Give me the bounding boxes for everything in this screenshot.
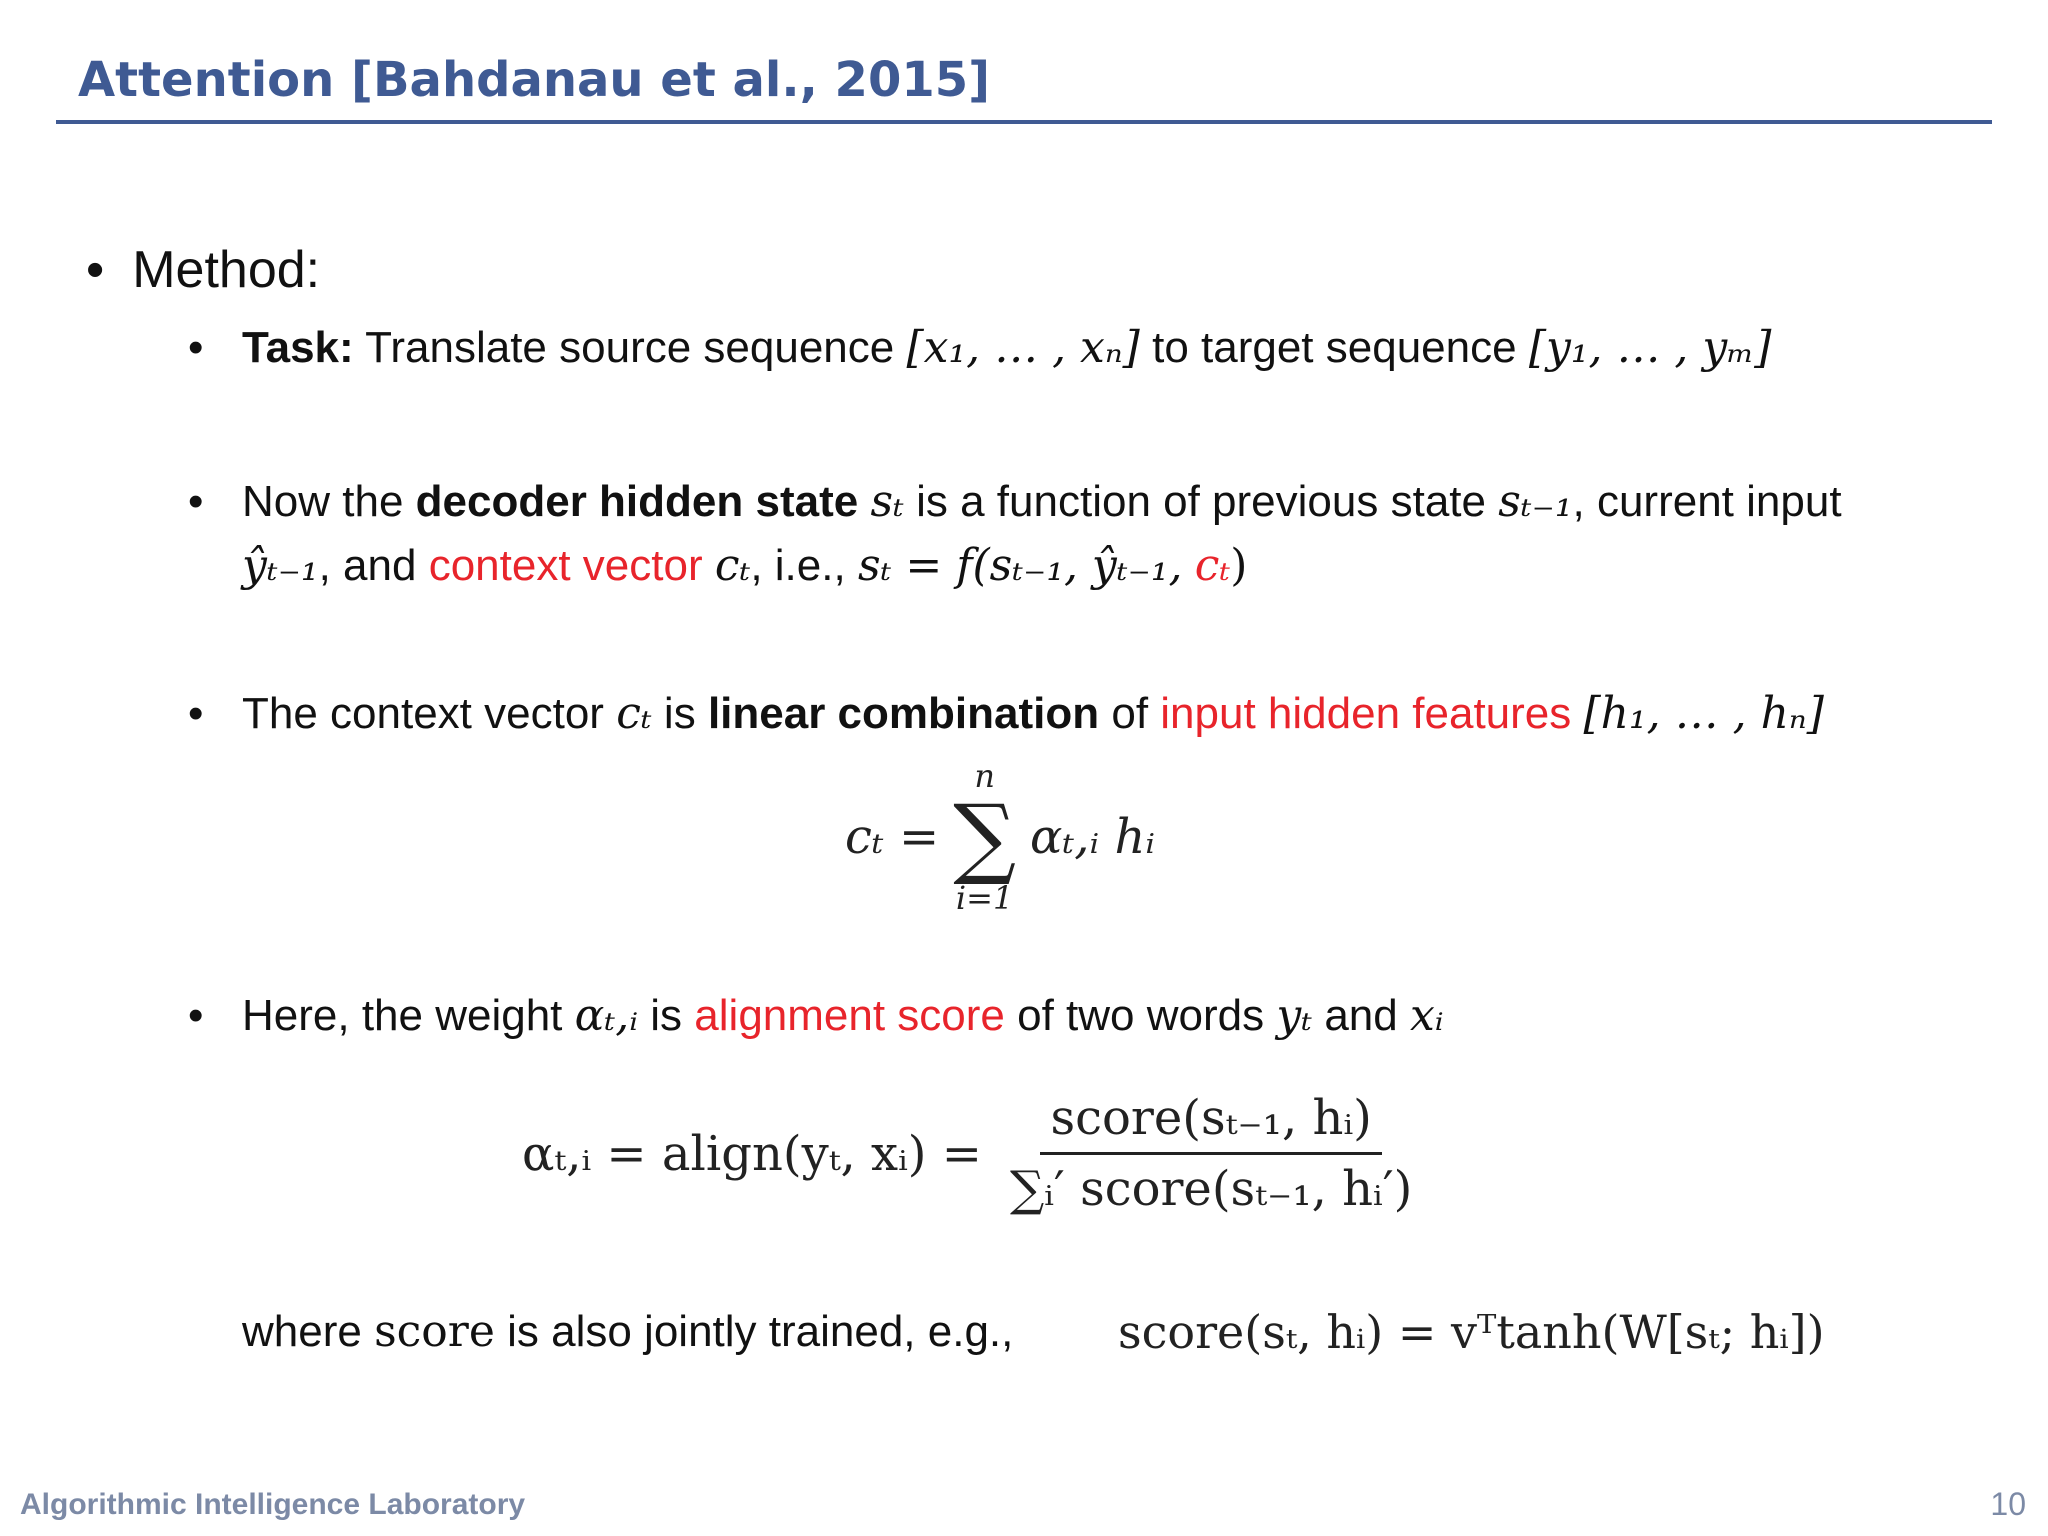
where-score-line	[242, 1300, 1013, 1364]
text-where: where	[242, 1307, 362, 1356]
method-label: Method:	[132, 241, 321, 299]
title-underline	[56, 120, 1992, 124]
math-xi: xᵢ	[1409, 990, 1444, 1041]
math-ct-red: cₜ	[1194, 540, 1231, 591]
bullet-dot: •	[188, 323, 204, 372]
slide-title: Attention [Bahdanau et al., 2015]	[78, 52, 991, 108]
bullet-dot: •	[188, 689, 204, 738]
text-of: of	[1111, 689, 1149, 738]
eq2-fraction	[1000, 1090, 1422, 1217]
math-close-paren: )	[1230, 540, 1248, 591]
text-of-two-words: of two words	[1017, 991, 1265, 1040]
equation-context-vector	[845, 757, 1156, 917]
text-is-function: is a function of previous state	[916, 477, 1486, 526]
sum-symbol: ∑	[953, 785, 1017, 888]
eq2-lhs: αₜ,ᵢ = align(yₜ, xᵢ) =	[522, 1125, 982, 1182]
text-linear-combination: linear combination	[707, 689, 1100, 738]
bullet-dot: •	[188, 991, 204, 1040]
math-yhat: ŷₜ₋₁	[242, 540, 319, 591]
bullet-context-vector	[188, 682, 1978, 746]
eq2-denominator: ∑ᵢ′ score(sₜ₋₁, hᵢ′)	[1009, 1161, 1413, 1217]
page-number: 10	[1990, 1486, 2026, 1522]
target-sequence: [y₁, … , yₘ]	[1528, 322, 1772, 373]
summation	[953, 757, 1017, 917]
equation-alignment	[522, 1090, 1422, 1217]
text-input-hidden-features: input hidden features	[1160, 689, 1572, 738]
text-score: score	[374, 1306, 495, 1357]
math-h-sequence: [h₁, … , hₙ]	[1583, 688, 1824, 739]
text-here-weight: Here, the weight	[242, 991, 563, 1040]
bullet-task	[188, 316, 1978, 380]
math-ct: cₜ	[714, 540, 751, 591]
text-is: is	[650, 991, 683, 1040]
eq2-numerator: score(sₜ₋₁, hᵢ)	[1040, 1090, 1381, 1155]
text-and: , and	[318, 541, 417, 590]
task-mid: to target sequence	[1152, 323, 1517, 372]
math-alpha: αₜ,ᵢ	[574, 990, 639, 1041]
bullet-decoder-state	[188, 470, 1978, 598]
bullet-dot: •	[86, 241, 105, 299]
text-decoder-hidden-state: decoder hidden state	[415, 477, 859, 526]
eq1-lhs: cₜ =	[845, 809, 940, 865]
equation-score: score(sₜ, hᵢ) = vᵀtanh(W[sₜ; hᵢ])	[1118, 1305, 1825, 1359]
math-st-minus-1: sₜ₋₁	[1498, 476, 1573, 527]
text-ie: , i.e.,	[750, 541, 846, 590]
text-is: is	[663, 689, 696, 738]
math-yt: yₜ	[1276, 990, 1313, 1041]
source-sequence: [x₁, … , xₙ]	[906, 322, 1140, 373]
text-context-vector-intro: The context vector	[242, 689, 604, 738]
text-alignment-score: alignment score	[694, 991, 1005, 1040]
footer-lab-name: Algorithmic Intelligence Laboratory	[20, 1488, 526, 1521]
task-text: Translate source sequence	[365, 323, 895, 372]
bullet-alignment	[188, 984, 1978, 1048]
eq1-rhs: αₜ,ᵢ hᵢ	[1030, 809, 1156, 865]
bullet-dot: •	[188, 477, 204, 526]
text-current-input: , current input	[1572, 477, 1842, 526]
bullet-method	[86, 240, 320, 300]
task-label: Task:	[242, 323, 354, 372]
math-st: sₜ	[870, 476, 904, 527]
math-state-equation: sₜ = f(sₜ₋₁, ŷₜ₋₁,	[857, 540, 1183, 591]
sum-lower-limit: i=1	[955, 879, 1014, 917]
text-and: and	[1324, 991, 1398, 1040]
text-context-vector: context vector	[428, 541, 703, 590]
math-ct: cₜ	[616, 688, 652, 739]
sum-upper-limit: n	[974, 757, 995, 795]
text-now-the: Now the	[242, 477, 404, 526]
text-jointly-trained: is also jointly trained, e.g.,	[507, 1307, 1014, 1356]
